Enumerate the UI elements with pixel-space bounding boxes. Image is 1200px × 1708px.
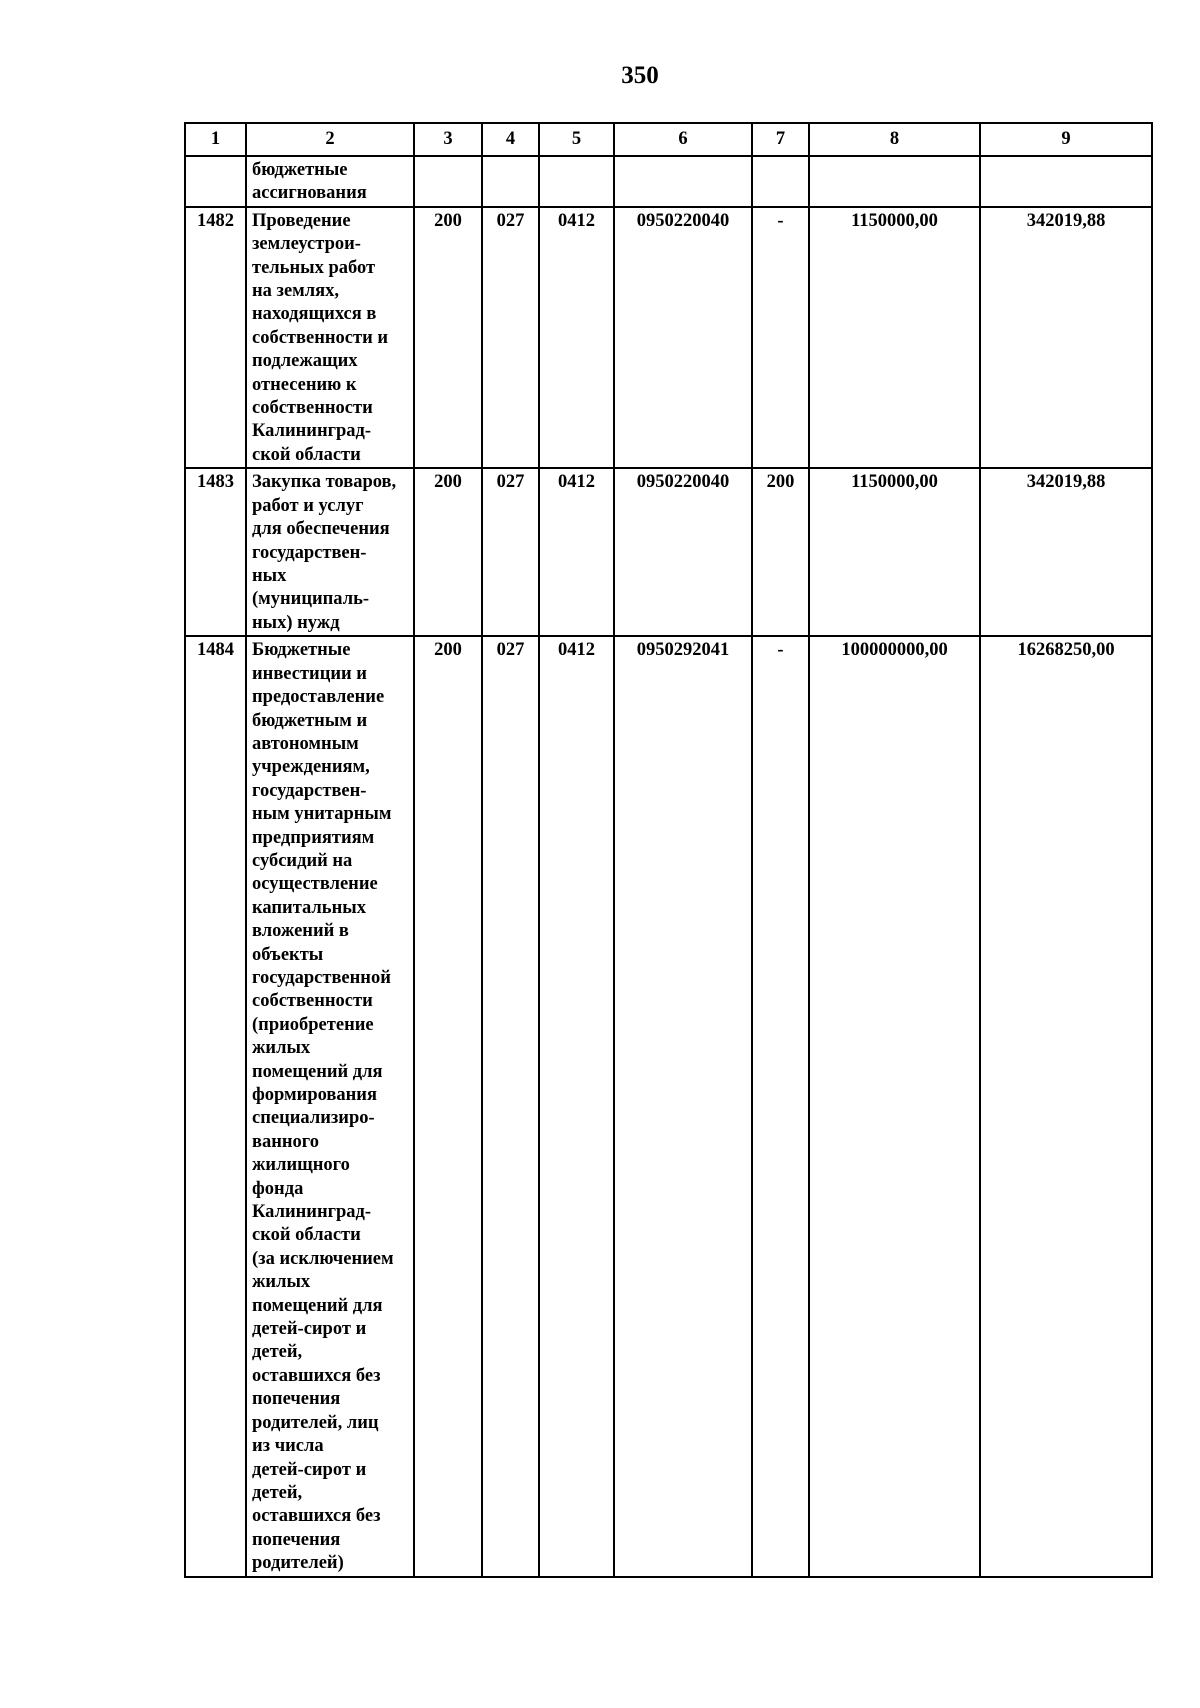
cell-col3: 200 — [414, 468, 482, 636]
cell-col9 — [980, 156, 1152, 207]
cell-col3 — [414, 156, 482, 207]
col-header-4: 4 — [482, 123, 539, 156]
cell-col8 — [809, 156, 980, 207]
cell-col7: - — [752, 636, 809, 1576]
page-number: 350 — [621, 62, 659, 89]
cell-col3: 200 — [414, 207, 482, 468]
col-header-3: 3 — [414, 123, 482, 156]
cell-col4: 027 — [482, 207, 539, 468]
col-header-9: 9 — [980, 123, 1152, 156]
row-number — [185, 156, 246, 207]
row-number: 1484 — [185, 636, 246, 1576]
row-number: 1482 — [185, 207, 246, 468]
cell-col8: 100000000,00 — [809, 636, 980, 1576]
row-name: бюджетные ассигнования — [246, 156, 414, 207]
cell-col9: 342019,88 — [980, 207, 1152, 468]
row-name: Проведение землеустрои- тельных работ на землях, находящихся в собственности и подлежащих отнесению к собственности Калининград- ской области — [246, 207, 414, 468]
cell-col5 — [539, 156, 614, 207]
cell-col7 — [752, 156, 809, 207]
col-header-2: 2 — [246, 123, 414, 156]
col-header-6: 6 — [614, 123, 752, 156]
col-header-7: 7 — [752, 123, 809, 156]
table-row — [185, 636, 1152, 1576]
table-row — [185, 468, 1152, 636]
col-header-8: 8 — [809, 123, 980, 156]
cell-col7: 200 — [752, 468, 809, 636]
cell-col5: 0412 — [539, 468, 614, 636]
cell-col9: 342019,88 — [980, 468, 1152, 636]
cell-col6 — [614, 156, 752, 207]
budget-table — [184, 122, 1153, 1578]
cell-col6: 0950292041 — [614, 636, 752, 1576]
cell-col6: 0950220040 — [614, 468, 752, 636]
row-name: Закупка товаров, работ и услуг для обеспечения государствен- ных (муниципаль- ных) нужд — [246, 468, 414, 636]
cell-col3: 200 — [414, 636, 482, 1576]
cell-col6: 0950220040 — [614, 207, 752, 468]
cell-col4 — [482, 156, 539, 207]
table-row — [185, 156, 1152, 207]
header-row — [185, 123, 1152, 156]
cell-col8: 1150000,00 — [809, 207, 980, 468]
col-header-1: 1 — [185, 123, 246, 156]
cell-col8: 1150000,00 — [809, 468, 980, 636]
table-row — [185, 207, 1152, 468]
cell-col9: 16268250,00 — [980, 636, 1152, 1576]
col-header-5: 5 — [539, 123, 614, 156]
row-number: 1483 — [185, 468, 246, 636]
cell-col4: 027 — [482, 636, 539, 1576]
cell-col5: 0412 — [539, 207, 614, 468]
cell-col5: 0412 — [539, 636, 614, 1576]
cell-col7: - — [752, 207, 809, 468]
cell-col4: 027 — [482, 468, 539, 636]
row-name: Бюджетные инвестиции и предоставление бюджетным и автономным учреждениям, государствен- ным унитарным предприятиям субсидий на осуществление капитальных вложений в объекты государственной собственности (приобретение жилых помещений для формирования специализиро- ванного жилищного фонда Калининград- ской области (за исключением жилых помещений для детей-сирот и детей, оставшихся без попечения родителей, лиц из числа детей-сирот и детей, оставшихся без попечения родителей) — [246, 636, 414, 1576]
